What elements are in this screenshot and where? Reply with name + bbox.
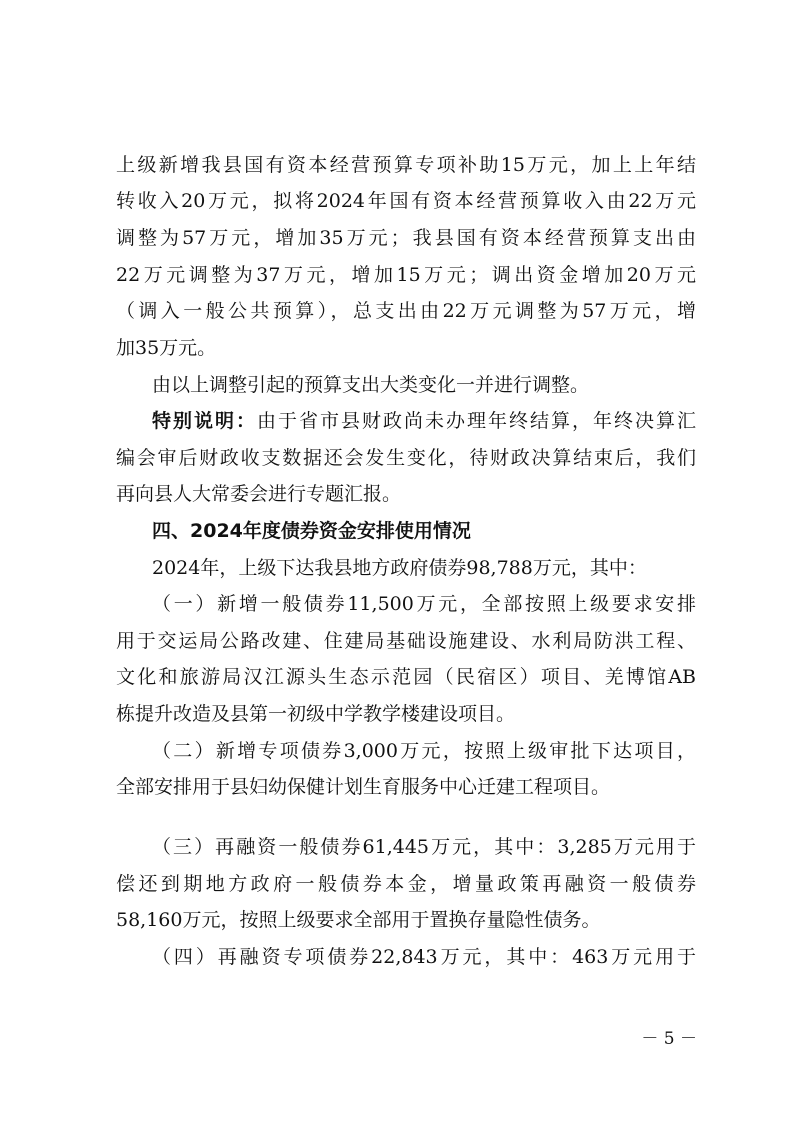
paragraph-line: 转收入20万元，拟将2024年国有资本经营预算收入由22万元	[116, 190, 696, 212]
page-number: － 5 －	[641, 1029, 697, 1049]
special-note-text: 由于省市县财政尚未办理年终结算，年终决算汇	[257, 410, 696, 432]
paragraph-line: 调整为57万元，增加35万元；我县国有资本经营预算支出由	[116, 227, 696, 249]
paragraph-line: 栋提升改造及县第一初级中学教学楼建设项目。	[116, 703, 516, 725]
paragraph-line: （四）再融资专项债券22,843万元，其中：463万元用于	[152, 946, 696, 968]
paragraph-line: 用于交运局公路改建、住建局基础设施建设、水利局防洪工程、	[116, 630, 696, 652]
paragraph-line: 由以上调整引起的预算支出大类变化一并进行调整。	[152, 374, 590, 396]
section-heading: 四、2024年度债券资金安排使用情况	[152, 520, 471, 542]
paragraph-line: （调入一般公共预算），总支出由22万元调整为57万元，增	[116, 300, 696, 322]
paragraph-line: 偿还到期地方政府一般债券本金，增量政策再融资一般债券	[116, 873, 696, 895]
paragraph-line: 上级新增我县国有资本经营预算专项补助15万元，加上上年结	[116, 154, 696, 176]
special-note-label: 特别说明：	[152, 410, 257, 432]
special-note-first-line	[152, 408, 696, 434]
paragraph-line: 22万元调整为37万元，增加15万元；调出资金增加20万元	[116, 264, 696, 286]
paragraph-line: 全部安排用于县妇幼保健计划生育服务中心迁建工程项目。	[116, 776, 611, 798]
paragraph-line: （一）新增一般债券11,500万元，全部按照上级要求安排	[152, 593, 696, 615]
paragraph-line: 再向县人大常委会进行专题汇报。	[116, 483, 402, 505]
paragraph-line: 文化和旅游局汉江源头生态示范园（民宿区）项目、羌博馆AB	[116, 666, 696, 688]
paragraph-line: 2024年，上级下达我县地方政府债券98,788万元，其中：	[152, 557, 647, 579]
paragraph-line: （三）再融资一般债券61,445万元，其中：3,285万元用于	[152, 836, 696, 858]
paragraph-line: 加35万元。	[116, 337, 217, 359]
paragraph-line: （二）新增专项债券3,000万元，按照上级审批下达项目，	[152, 740, 696, 762]
paragraph-line: 编会审后财政收支数据还会发生变化，待财政决算结束后，我们	[116, 447, 696, 469]
paragraph-line: 58,160万元，按照上级要求全部用于置换存量隐性债务。	[116, 909, 601, 931]
